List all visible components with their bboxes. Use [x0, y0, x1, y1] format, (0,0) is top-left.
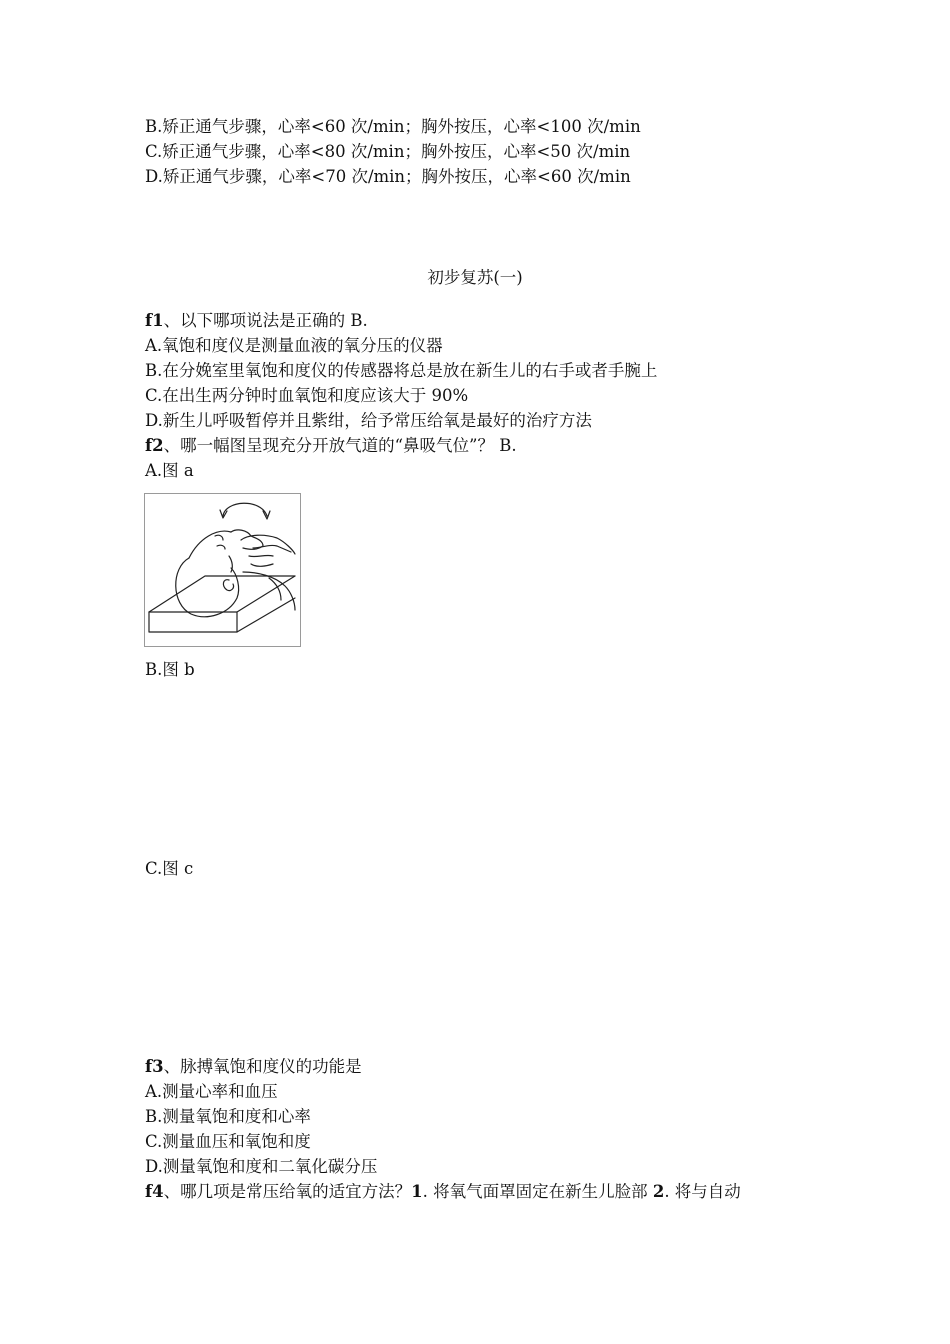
f1-option-a: A.氧饱和度仪是测量血液的氧分压的仪器	[145, 336, 443, 355]
question-f2	[145, 436, 517, 456]
question-text: . 将氧气面罩固定在新生儿脸部	[422, 1182, 653, 1201]
question-text: . 将与自动	[664, 1182, 741, 1201]
option-d-ventilation: D.矫正通气步骤，心率<70 次/min；胸外按压，心率<60 次/min	[145, 167, 631, 186]
f2-option-b: B.图 b	[145, 660, 195, 679]
question-text: 、脉搏氧饱和度仪的功能是	[163, 1057, 362, 1076]
item-number: 2	[652, 1182, 665, 1201]
f3-option-a: A.测量心率和血压	[145, 1082, 278, 1101]
f1-option-b: B.在分娩室里氧饱和度仪的传感器将总是放在新生儿的右手或者手腕上	[145, 361, 658, 380]
figure-a-infant-airway	[144, 493, 301, 647]
question-text: 、以下哪项说法是正确的 B.	[163, 311, 368, 330]
section-title: 初步复苏(一)	[427, 268, 523, 287]
f3-option-c: C.测量血压和氧饱和度	[145, 1132, 311, 1151]
question-number: f3	[145, 1057, 164, 1076]
option-c-ventilation: C.矫正通气步骤，心率<80 次/min；胸外按压，心率<50 次/min	[145, 142, 631, 161]
f1-option-d: D.新生儿呼吸暂停并且紫绀，给予常压给氧是最好的治疗方法	[145, 411, 592, 430]
f3-option-b: B.测量氧饱和度和心率	[145, 1107, 311, 1126]
question-text: 、哪一幅图呈现充分开放气道的“鼻吸气位”？ B.	[163, 436, 517, 455]
question-text: 、哪几项是常压给氧的适宜方法？	[163, 1182, 412, 1201]
f1-option-c: C.在出生两分钟时血氧饱和度应该大于 90%	[145, 386, 469, 405]
infant-airway-illustration	[145, 494, 300, 646]
f2-option-a: A.图 a	[145, 461, 194, 480]
question-number: f1	[145, 311, 164, 330]
question-number: f2	[145, 436, 164, 455]
option-b-ventilation: B.矫正通气步骤，心率<60 次/min；胸外按压，心率<100 次/min	[145, 117, 641, 136]
question-f4	[145, 1182, 741, 1202]
item-number: 1	[411, 1182, 423, 1201]
f3-option-d: D.测量氧饱和度和二氧化碳分压	[145, 1157, 378, 1176]
f2-option-c: C.图 c	[145, 859, 194, 878]
question-f3	[145, 1057, 362, 1077]
question-number: f4	[145, 1182, 164, 1201]
question-f1	[145, 311, 368, 331]
